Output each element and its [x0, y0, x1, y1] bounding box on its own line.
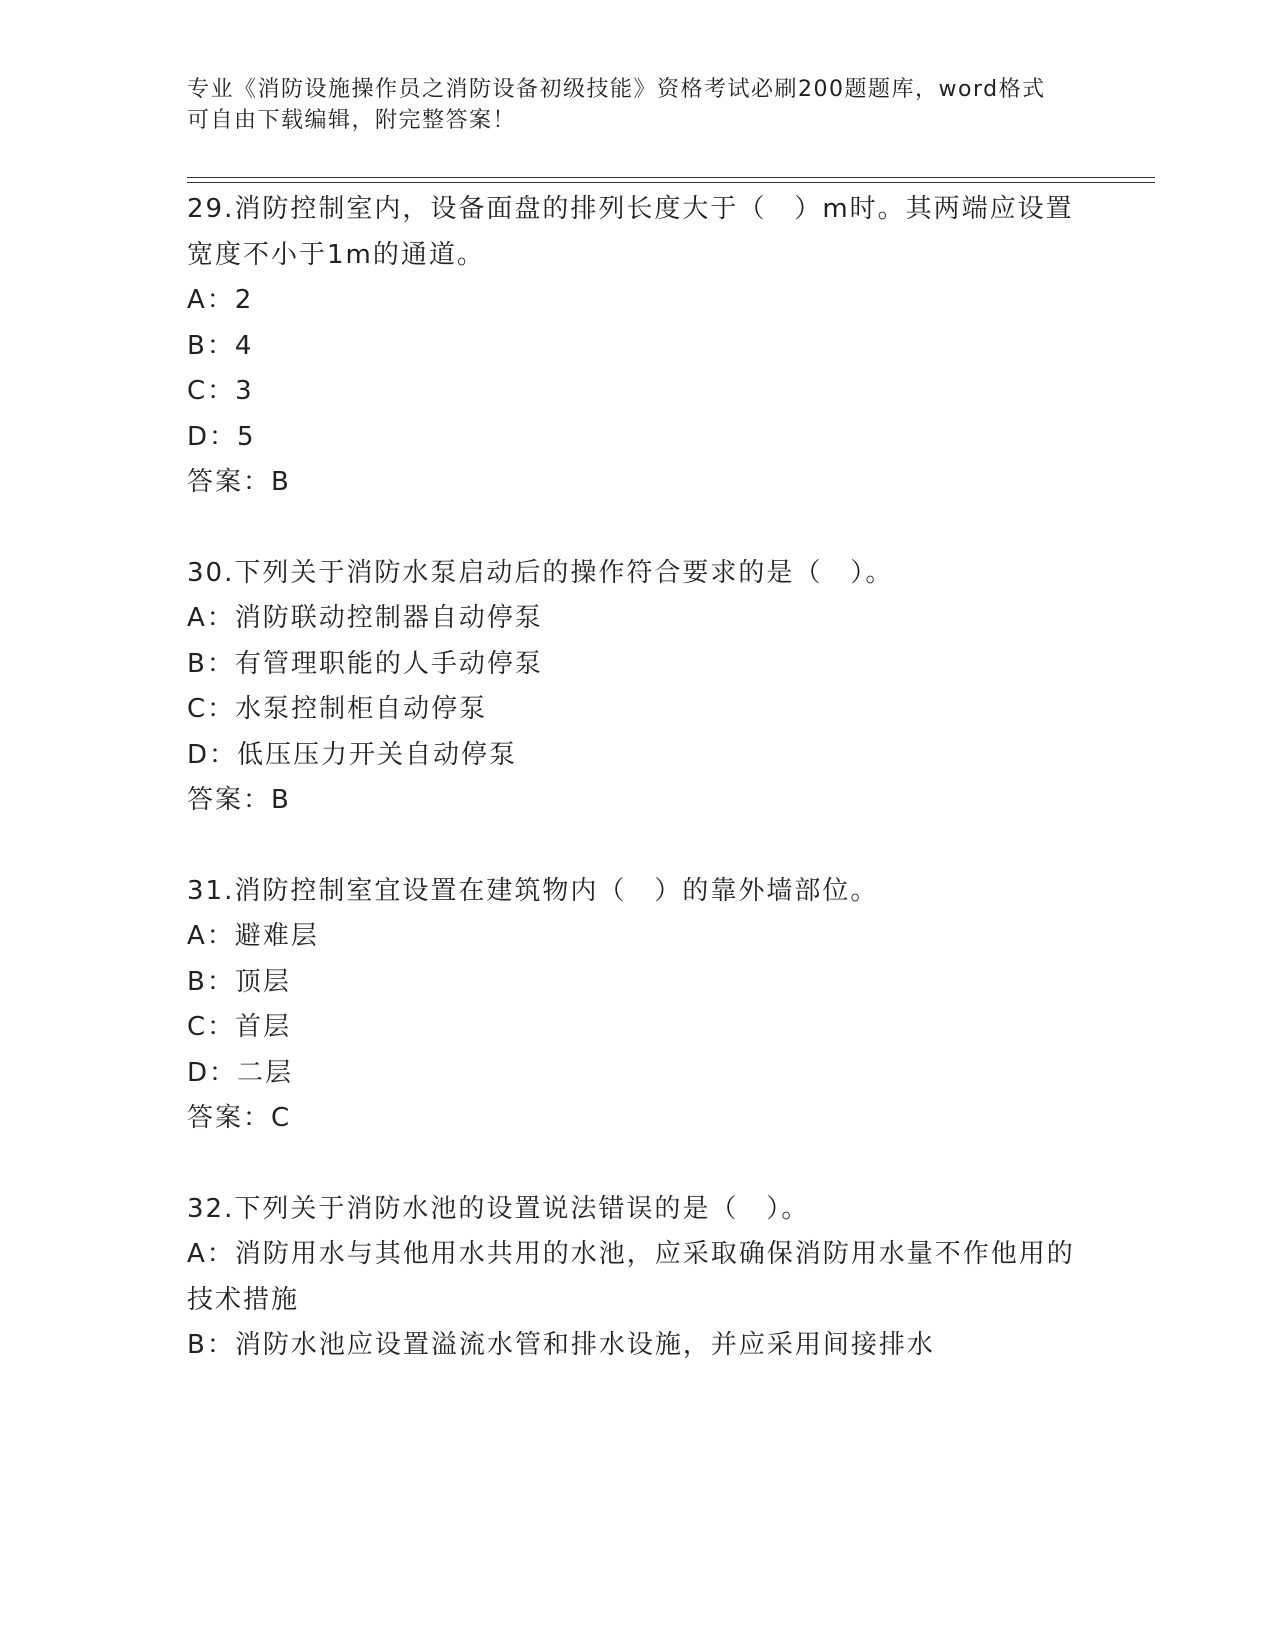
option-c: C：水泵控制柜自动停泵 — [187, 694, 488, 724]
option-b: B：有管理职能的人手动停泵 — [187, 648, 543, 679]
option-d: D：二层 — [187, 1057, 294, 1088]
option-b: B：顶层 — [187, 966, 291, 997]
option-a: A：消防联动控制器自动停泵 — [187, 603, 543, 633]
option-a: A：2 — [187, 285, 254, 315]
question-stem: 32.下列关于消防水池的设置说法错误的是（ ）。 — [187, 1193, 810, 1224]
document-header: 专业《消防设施操作员之消防设备初级技能》资格考试必刷200题题库，word格式可自由下载编辑，附完整答案！ — [187, 77, 1046, 133]
header-divider — [187, 177, 1155, 183]
option-d: D：5 — [187, 421, 256, 452]
question-31 — [187, 869, 1087, 1142]
option-c: C：3 — [187, 376, 254, 406]
question-stem: 31.消防控制室宜设置在建筑物内（ ）的靠外墙部位。 — [187, 875, 879, 906]
question-29 — [187, 187, 1087, 506]
answer: 答案：C — [187, 1103, 292, 1133]
option-b: B：消防水池应设置溢流水管和排水设施，并应采用间接排水 — [187, 1330, 935, 1360]
option-c: C：首层 — [187, 1012, 292, 1042]
option-d: D：低压压力开关自动停泵 — [187, 739, 518, 770]
question-stem: 29.消防控制室内，设备面盘的排列长度大于（ ）m时。其两端应设置宽度不小于1m的通道。 — [187, 194, 1074, 270]
answer: 答案：B — [187, 785, 291, 815]
option-a: A：消防用水与其他用水共用的水池，应采取确保消防用水量不作他用的技术措施 — [187, 1239, 1075, 1315]
question-list — [187, 187, 1087, 1369]
answer: 答案：B — [187, 467, 291, 497]
spacer — [187, 824, 1087, 869]
option-a: A：避难层 — [187, 921, 319, 951]
question-30 — [187, 551, 1087, 824]
spacer — [187, 1142, 1087, 1187]
option-b: B：4 — [187, 330, 254, 361]
question-stem: 30.下列关于消防水泵启动后的操作符合要求的是（ ）。 — [187, 557, 894, 588]
spacer — [187, 506, 1087, 551]
question-32 — [187, 1187, 1087, 1369]
